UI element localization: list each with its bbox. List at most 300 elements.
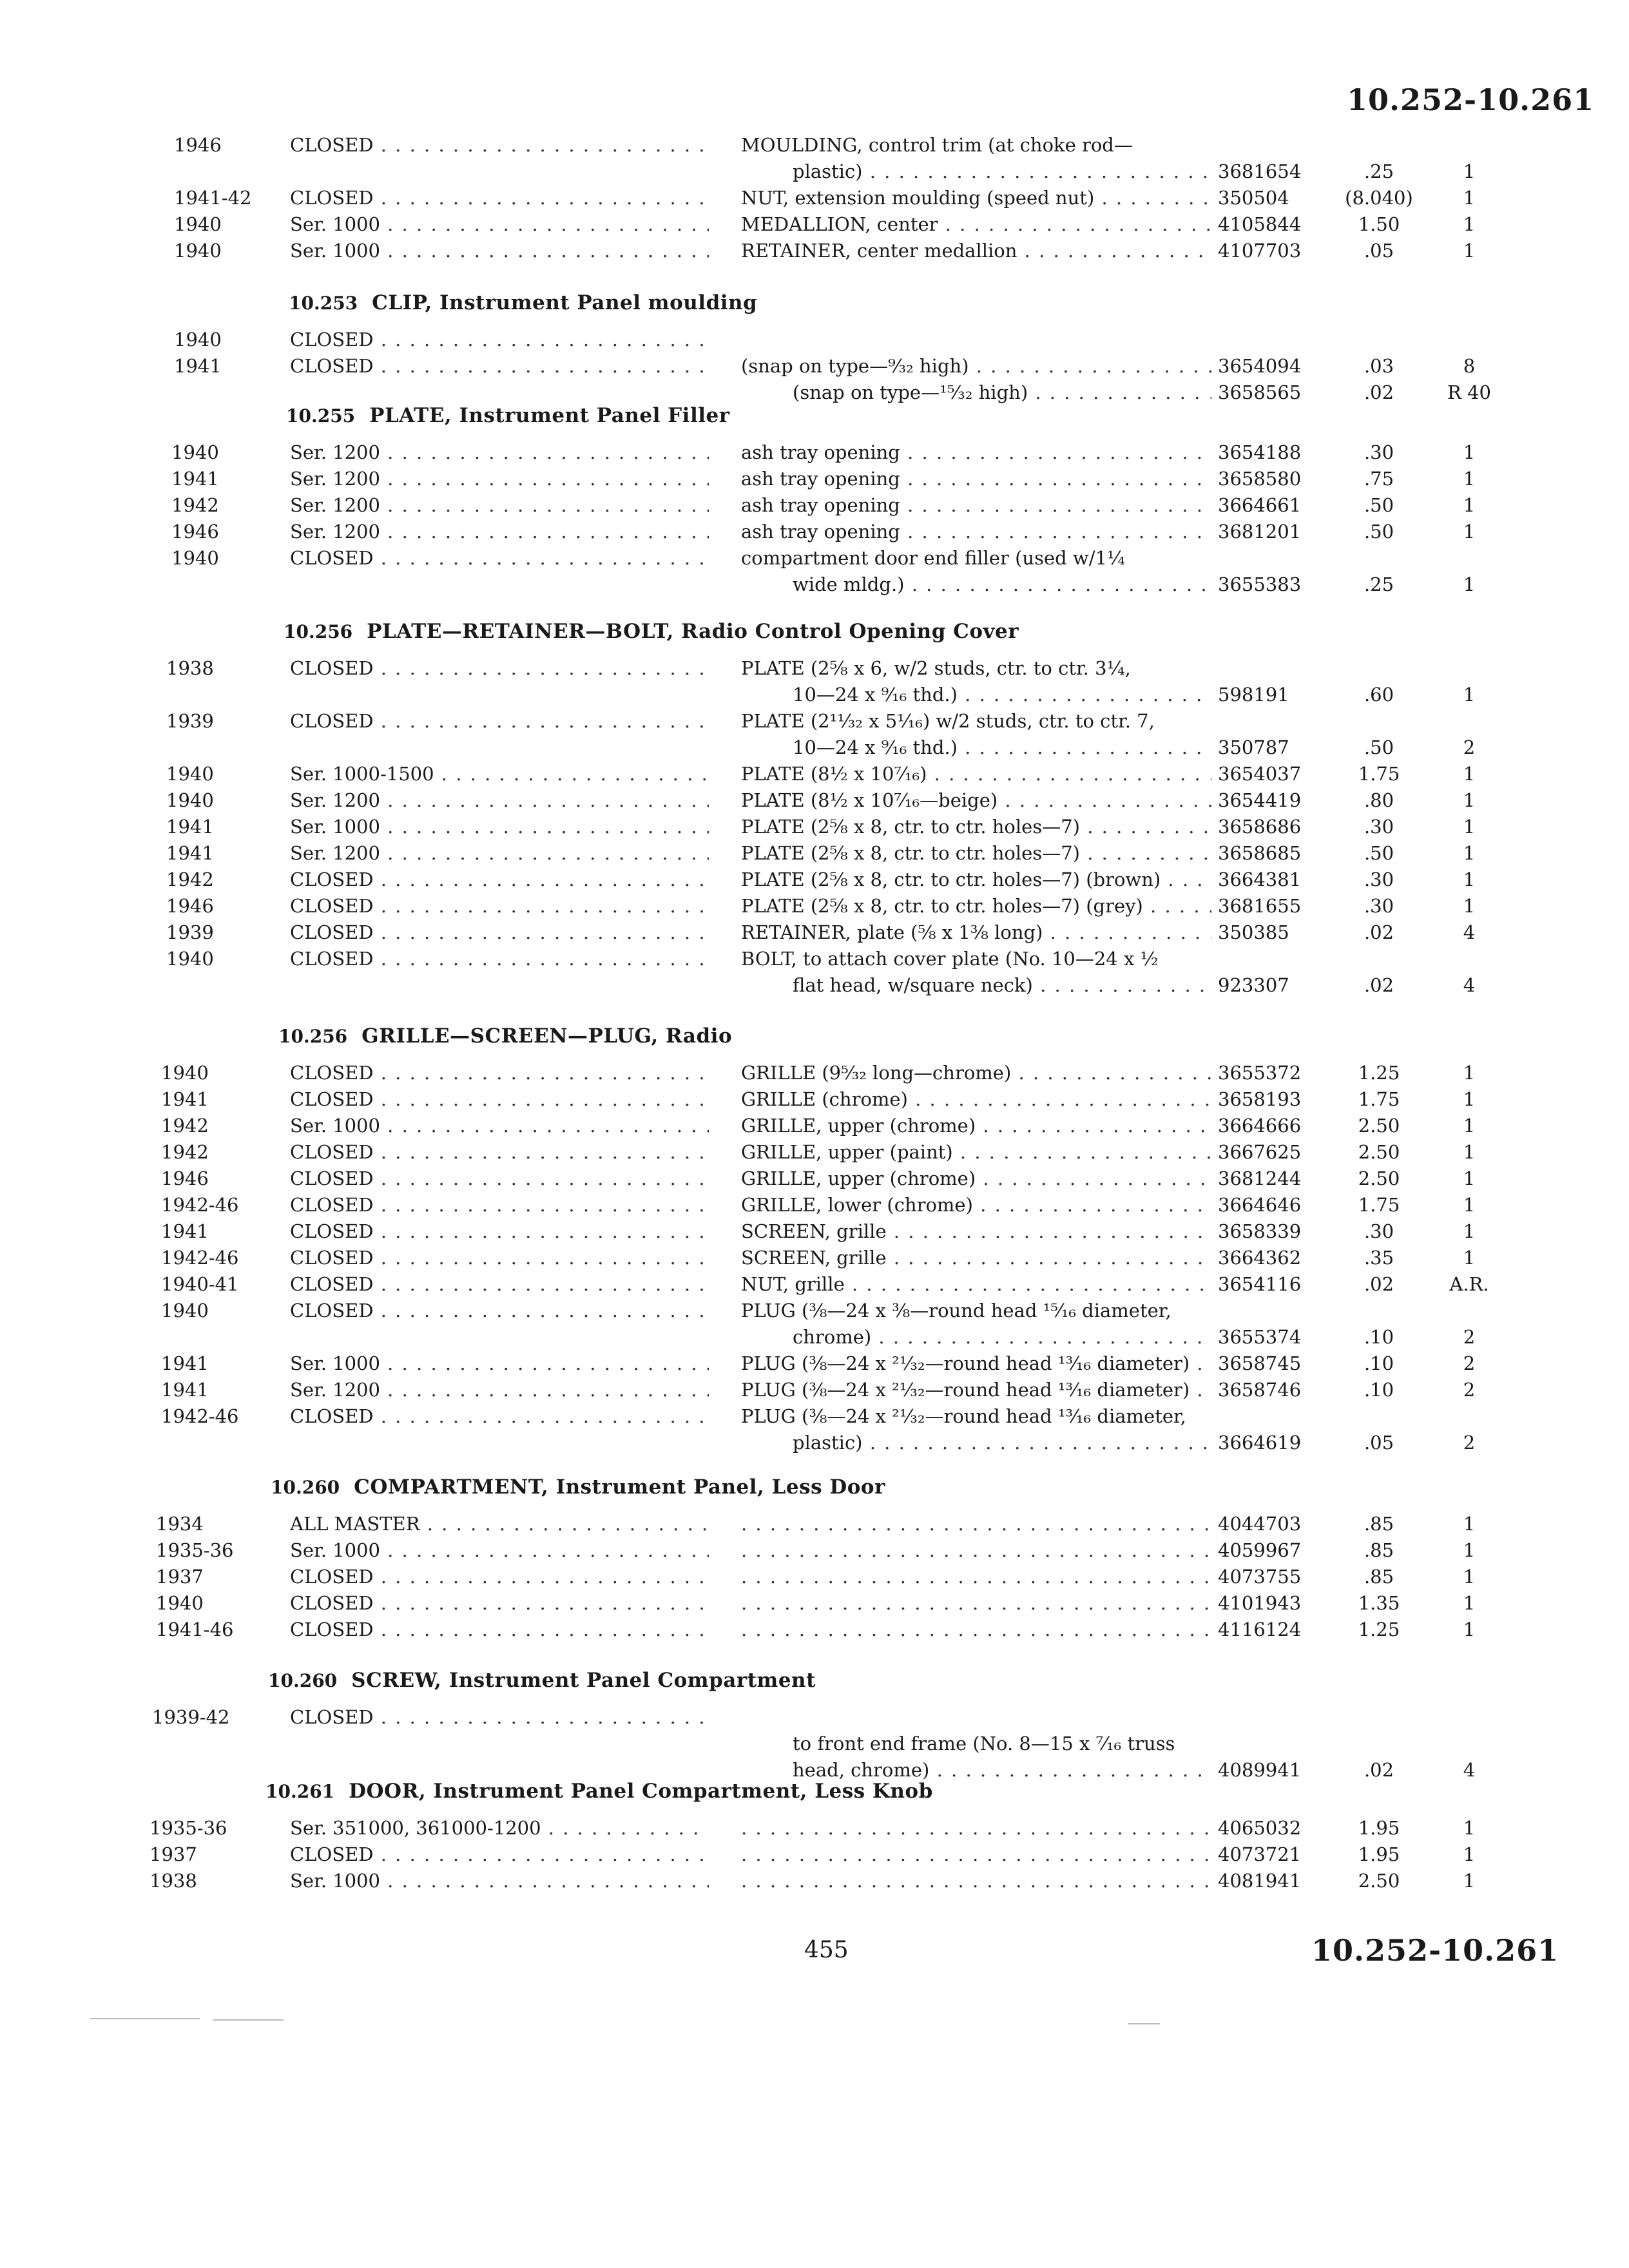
section-title: GRILLE—SCREEN—PLUG, Radio (361, 1024, 733, 1048)
part-row (156, 1513, 1476, 1541)
price-cell: .02 (1364, 1759, 1394, 1781)
description-cell: MOULDING, control trim (at choke rod— (741, 134, 1133, 156)
part-row (166, 921, 1476, 950)
part-number-cell: 3654116 (1218, 1273, 1302, 1295)
quantity-cell: 1 (1463, 763, 1476, 785)
model-cell: CLOSED . . . (290, 921, 709, 943)
model-cell: Ser. 1000 . . . (290, 213, 709, 235)
quantity-cell: 1 (1463, 1062, 1476, 1084)
model-cell: CLOSED . . . (290, 948, 709, 970)
description-cell: RETAINER, plate (⅝ x 1⅜ long) . . . (741, 921, 1211, 943)
price-cell: .30 (1364, 1220, 1394, 1242)
quantity-cell: 1 (1463, 1539, 1476, 1561)
section-heading (278, 1024, 732, 1048)
quantity-cell: 1 (1463, 1220, 1476, 1242)
model-cell: CLOSED . . . (290, 355, 709, 377)
year-cell: 1946 (161, 1168, 209, 1189)
part-row (161, 1326, 1476, 1354)
description-cell: PLATE (2⅝ x 8, ctr. to ctr. holes—7) . . . (741, 816, 1211, 838)
description-cell: flat head, w/square neck) . . . (793, 974, 1211, 996)
description-cell: wide mldg.) . . . (793, 573, 1211, 595)
price-cell: 1.25 (1358, 1619, 1400, 1640)
price-cell: 1.95 (1358, 1817, 1400, 1839)
price-cell: .30 (1364, 895, 1394, 917)
section-number: 10.256 (278, 1026, 348, 1047)
model-cell: CLOSED . . . (290, 1300, 709, 1321)
description-cell: chrome) . . . (793, 1326, 1211, 1348)
model-cell: ALL MASTER . . . (290, 1513, 709, 1535)
year-cell: 1940 (174, 329, 222, 351)
part-row (149, 1817, 1476, 1845)
part-row (171, 573, 1476, 602)
price-cell: .85 (1364, 1566, 1394, 1588)
part-row (166, 684, 1476, 712)
description-cell (741, 1592, 1211, 1614)
section-number: 10.253 (289, 293, 358, 314)
price-cell: .85 (1364, 1513, 1394, 1535)
year-cell: 1942-46 (161, 1194, 239, 1216)
quantity-cell: 4 (1463, 1759, 1476, 1781)
year-cell: 1935-36 (156, 1539, 234, 1561)
year-cell: 1939-42 (152, 1706, 230, 1728)
section-heading (286, 404, 730, 427)
price-cell: 2.50 (1358, 1168, 1400, 1189)
price-cell: .30 (1364, 869, 1394, 890)
part-number-cell: 3664362 (1218, 1247, 1302, 1269)
part-number-cell: 4089941 (1218, 1759, 1302, 1781)
part-number-cell: 3658580 (1218, 468, 1302, 490)
part-row (161, 1168, 1476, 1196)
description-cell: ash tray opening . . . (741, 494, 1211, 516)
year-cell: 1941 (174, 355, 222, 377)
section-heading (271, 1475, 885, 1499)
part-number-cell: 4105844 (1218, 213, 1302, 235)
model-cell: CLOSED . . . (290, 134, 709, 156)
price-cell: 1.35 (1358, 1592, 1400, 1614)
description-cell: 10—24 x ⁹⁄₁₆ thd.) . . . (793, 736, 1211, 758)
part-row (174, 160, 1476, 189)
year-cell: 1940 (166, 789, 214, 811)
section-title: CLIP, Instrument Panel moulding (372, 291, 758, 314)
part-number-cell: 350385 (1218, 921, 1289, 943)
part-row (149, 1843, 1476, 1872)
description-cell (741, 1539, 1211, 1561)
price-cell: .80 (1364, 789, 1394, 811)
part-number-cell: 3681654 (1218, 160, 1302, 182)
quantity-cell: 1 (1463, 1194, 1476, 1216)
quantity-cell: 1 (1463, 468, 1476, 490)
part-number-cell: 4081941 (1218, 1870, 1302, 1892)
description-cell: GRILLE, upper (chrome) . . . (741, 1115, 1211, 1137)
part-row (161, 1300, 1379, 1328)
section-range-footer: 10.252-10.261 (1311, 1933, 1559, 1968)
part-number-cell: 3654094 (1218, 355, 1302, 377)
section-heading (265, 1780, 933, 1803)
part-row (174, 187, 1476, 215)
model-cell: Ser. 1000 . . . (290, 240, 709, 262)
part-row (174, 240, 1476, 268)
year-cell: 1941 (166, 842, 214, 864)
year-cell: 1942 (161, 1141, 209, 1163)
model-cell: CLOSED . . . (290, 1168, 709, 1189)
quantity-cell: 1 (1463, 213, 1476, 235)
part-row (161, 1247, 1476, 1275)
price-cell: 2.50 (1358, 1870, 1400, 1892)
part-row (171, 494, 1476, 523)
quantity-cell: 2 (1463, 736, 1476, 758)
quantity-cell: 1 (1463, 1141, 1476, 1163)
description-cell (741, 1817, 1211, 1839)
price-cell: .30 (1364, 816, 1394, 838)
price-cell: .02 (1364, 381, 1394, 403)
part-row (152, 1733, 1379, 1761)
year-cell: 1939 (166, 921, 214, 943)
section-heading (268, 1669, 816, 1692)
model-cell: CLOSED . . . (290, 1706, 709, 1728)
model-cell: Ser. 1000 . . . (290, 1352, 709, 1374)
section-title: PLATE, Instrument Panel Filler (369, 404, 730, 427)
price-cell: .10 (1364, 1379, 1394, 1401)
part-number-cell: 4116124 (1218, 1619, 1302, 1640)
part-number-cell: 4073721 (1218, 1843, 1302, 1865)
description-cell: GRILLE, upper (paint) . . . (741, 1141, 1211, 1163)
description-cell: PLATE (2⅝ x 8, ctr. to ctr. holes—7) . . . (741, 842, 1211, 864)
quantity-cell: 1 (1463, 1619, 1476, 1640)
quantity-cell: 1 (1463, 1566, 1476, 1588)
quantity-cell: 1 (1463, 240, 1476, 262)
model-cell: CLOSED . . . (290, 1405, 709, 1427)
description-cell (741, 1566, 1211, 1588)
model-cell: CLOSED . . . (290, 329, 709, 351)
price-cell: .05 (1364, 1432, 1394, 1454)
quantity-cell: 1 (1463, 573, 1476, 595)
quantity-cell: 2 (1463, 1432, 1476, 1454)
model-cell: CLOSED . . . (290, 1088, 709, 1110)
part-row (161, 1220, 1476, 1249)
model-cell: Ser. 1000 . . . (290, 1870, 709, 1892)
model-cell: Ser. 1200 . . . (290, 468, 709, 490)
part-row (161, 1352, 1476, 1381)
price-cell: 1.50 (1358, 213, 1400, 235)
part-row (166, 974, 1476, 1003)
year-cell: 1941-42 (174, 187, 252, 209)
price-cell: .75 (1364, 468, 1394, 490)
part-number-cell: 3654037 (1218, 763, 1302, 785)
year-cell: 1946 (166, 895, 214, 917)
price-cell: .10 (1364, 1326, 1394, 1348)
price-cell: .50 (1364, 494, 1394, 516)
description-cell: NUT, grille . . . (741, 1273, 1211, 1295)
part-row (171, 547, 1379, 575)
year-cell: 1941-46 (156, 1619, 234, 1640)
quantity-cell: 1 (1463, 494, 1476, 516)
model-cell: Ser. 1200 . . . (290, 441, 709, 463)
price-cell: .03 (1364, 355, 1394, 377)
description-cell: PLATE (8½ x 10⁷⁄₁₆—beige) . . . (741, 789, 1211, 811)
section-title: SCREW, Instrument Panel Compartment (351, 1669, 816, 1692)
model-cell: Ser. 1200 . . . (290, 494, 709, 516)
part-number-cell: 3681201 (1218, 521, 1302, 543)
part-row (161, 1194, 1476, 1222)
model-cell: CLOSED . . . (290, 710, 709, 732)
quantity-cell: 1 (1463, 1843, 1476, 1865)
quantity-cell: 1 (1463, 1592, 1476, 1614)
section-heading (289, 291, 757, 314)
part-number-cell: 3655374 (1218, 1326, 1302, 1348)
year-cell: 1937 (156, 1566, 204, 1588)
quantity-cell: 1 (1463, 895, 1476, 917)
quantity-cell: 1 (1463, 1088, 1476, 1110)
description-cell: PLATE (2⅝ x 6, w/2 studs, ctr. to ctr. 3¼, (741, 657, 1131, 679)
price-cell: .50 (1364, 521, 1394, 543)
quantity-cell: 4 (1463, 974, 1476, 996)
part-number-cell: 3658745 (1218, 1352, 1302, 1374)
model-cell: CLOSED . . . (290, 1220, 709, 1242)
price-cell: .25 (1364, 573, 1394, 595)
quantity-cell: 1 (1463, 1817, 1476, 1839)
quantity-cell: 1 (1463, 842, 1476, 864)
part-number-cell: 3664619 (1218, 1432, 1302, 1454)
quantity-cell: 2 (1463, 1326, 1476, 1348)
description-cell: head, chrome) . . . (793, 1759, 1211, 1781)
part-row (161, 1141, 1476, 1169)
year-cell: 1942-46 (161, 1405, 239, 1427)
year-cell: 1940 (161, 1300, 209, 1321)
section-heading (284, 620, 1019, 643)
price-cell: .85 (1364, 1539, 1394, 1561)
model-cell: Ser. 1000 . . . (290, 1539, 709, 1561)
quantity-cell: R 40 (1447, 381, 1491, 403)
part-number-cell: 3658746 (1218, 1379, 1302, 1401)
model-cell: CLOSED . . . (290, 1273, 709, 1295)
model-cell: CLOSED . . . (290, 1194, 709, 1216)
price-cell: .02 (1364, 1273, 1394, 1295)
year-cell: 1941 (161, 1220, 209, 1242)
part-row (166, 816, 1476, 844)
price-cell: .05 (1364, 240, 1394, 262)
part-number-cell: 3658339 (1218, 1220, 1302, 1242)
model-cell: CLOSED . . . (290, 187, 709, 209)
part-row (166, 736, 1476, 765)
model-cell: CLOSED . . . (290, 1247, 709, 1269)
year-cell: 1938 (149, 1870, 197, 1892)
quantity-cell: 1 (1463, 1168, 1476, 1189)
section-title: DOOR, Instrument Panel Compartment, Less Knob (349, 1780, 933, 1803)
part-row (174, 355, 1476, 383)
price-cell: .25 (1364, 160, 1394, 182)
year-cell: 1942 (171, 494, 219, 516)
description-cell: ash tray opening . . . (741, 521, 1211, 543)
part-row (161, 1088, 1476, 1117)
description-cell: PLATE (2⅝ x 8, ctr. to ctr. holes—7) (brown) . . . (741, 869, 1211, 890)
part-row (161, 1379, 1476, 1407)
year-cell: 1941 (161, 1379, 209, 1401)
part-number-cell: 4073755 (1218, 1566, 1302, 1588)
price-cell: .10 (1364, 1352, 1394, 1374)
description-cell: PLUG (⅜—24 x ⅜—round head ¹⁵⁄₁₆ diameter, (741, 1300, 1171, 1321)
part-number-cell: 598191 (1218, 684, 1289, 706)
part-number-cell: 4107703 (1218, 240, 1302, 262)
description-cell: MEDALLION, center . . . (741, 213, 1211, 235)
quantity-cell: 2 (1463, 1352, 1476, 1374)
model-cell: Ser. 1200 . . . (290, 789, 709, 811)
year-cell: 1937 (149, 1843, 197, 1865)
year-cell: 1940 (166, 948, 214, 970)
year-cell: 1942 (166, 869, 214, 890)
description-cell: ash tray opening . . . (741, 468, 1211, 490)
model-cell: CLOSED . . . (290, 1566, 709, 1588)
price-cell: .50 (1364, 842, 1394, 864)
page-number: 455 (804, 1937, 849, 1963)
description-cell: PLUG (⅜—24 x ²¹⁄₃₂—round head ¹³⁄₁₆ diameter) . . . (741, 1352, 1211, 1374)
section-number: 10.260 (271, 1477, 340, 1498)
description-cell: GRILLE, lower (chrome) . . . (741, 1194, 1211, 1216)
quantity-cell: 1 (1463, 816, 1476, 838)
description-cell: PLATE (2¹¹⁄₃₂ x 5¹⁄₁₆) w/2 studs, ctr. to ctr. 7, (741, 710, 1155, 732)
part-row (161, 1062, 1476, 1090)
description-cell: 10—24 x ⁹⁄₁₆ thd.) . . . (793, 684, 1211, 706)
year-cell: 1939 (166, 710, 214, 732)
part-number-cell: 923307 (1218, 974, 1289, 996)
description-cell: BOLT, to attach cover plate (No. 10—24 x ½ (741, 948, 1159, 970)
year-cell: 1941 (171, 468, 219, 490)
description-cell: plastic) . . . (793, 160, 1211, 182)
year-cell: 1940 (171, 547, 219, 569)
part-row (174, 213, 1476, 242)
model-cell: Ser. 1200 . . . (290, 1379, 709, 1401)
description-cell: (snap on type—¹⁵⁄₃₂ high) . . . (793, 381, 1211, 403)
quantity-cell: 1 (1463, 789, 1476, 811)
quantity-cell: 1 (1463, 521, 1476, 543)
year-cell: 1940 (156, 1592, 204, 1614)
model-cell: Ser. 1200 . . . (290, 521, 709, 543)
year-cell: 1938 (166, 657, 214, 679)
model-cell: CLOSED . . . (290, 1141, 709, 1163)
description-cell: SCREEN, grille . . . (741, 1220, 1211, 1242)
part-row (161, 1273, 1489, 1302)
quantity-cell: 2 (1463, 1379, 1476, 1401)
year-cell: 1940 (171, 441, 219, 463)
year-cell: 1934 (156, 1513, 204, 1535)
description-cell: GRILLE, upper (chrome) . . . (741, 1168, 1211, 1189)
part-number-cell: 3654188 (1218, 441, 1302, 463)
year-cell: 1935-36 (149, 1817, 227, 1839)
part-number-cell: 4101943 (1218, 1592, 1302, 1614)
description-cell (741, 1619, 1211, 1640)
part-number-cell: 3664661 (1218, 494, 1302, 516)
description-cell: GRILLE (chrome) . . . (741, 1088, 1211, 1110)
part-number-cell: 3658685 (1218, 842, 1302, 864)
part-row (166, 657, 1379, 686)
price-cell: .02 (1364, 974, 1394, 996)
price-cell: 1.75 (1358, 763, 1400, 785)
model-cell: CLOSED . . . (290, 895, 709, 917)
quantity-cell: 1 (1463, 160, 1476, 182)
part-row (166, 789, 1476, 818)
part-row (156, 1539, 1476, 1568)
year-cell: 1942-46 (161, 1247, 239, 1269)
model-cell: Ser. 1000 . . . (290, 816, 709, 838)
price-cell: 1.25 (1358, 1062, 1400, 1084)
description-cell: PLUG (⅜—24 x ²¹⁄₃₂—round head ¹³⁄₁₆ diameter) . . . (741, 1379, 1211, 1401)
part-number-cell: 3664381 (1218, 869, 1302, 890)
quantity-cell: 1 (1463, 441, 1476, 463)
model-cell: CLOSED . . . (290, 1592, 709, 1614)
part-number-cell: 350504 (1218, 187, 1289, 209)
section-range-header: 10.252-10.261 (1347, 82, 1595, 117)
section-number: 10.256 (284, 621, 353, 642)
quantity-cell: A.R. (1449, 1273, 1489, 1295)
price-cell: (8.040) (1345, 187, 1413, 209)
quantity-cell: 1 (1463, 1115, 1476, 1137)
description-cell: PLATE (8½ x 10⁷⁄₁₆) . . . (741, 763, 1211, 785)
part-row (166, 763, 1476, 791)
part-row (156, 1592, 1476, 1620)
part-row (171, 441, 1476, 470)
year-cell: 1940 (166, 763, 214, 785)
description-cell: RETAINER, center medallion . . . (741, 240, 1211, 262)
quantity-cell: 1 (1463, 1870, 1476, 1892)
price-cell: 2.50 (1358, 1115, 1400, 1137)
section-title: COMPARTMENT, Instrument Panel, Less Door (354, 1475, 885, 1499)
part-number-cell: 3658686 (1218, 816, 1302, 838)
part-row (174, 329, 1379, 357)
part-number-cell: 4044703 (1218, 1513, 1302, 1535)
part-row (149, 1870, 1476, 1898)
year-cell: 1940 (174, 240, 222, 262)
quantity-cell: 8 (1463, 355, 1476, 377)
description-cell: to front end frame (No. 8—15 x ⁷⁄₁₆ truss (793, 1733, 1175, 1754)
price-cell: 2.50 (1358, 1141, 1400, 1163)
price-cell: 1.75 (1358, 1088, 1400, 1110)
model-cell: CLOSED . . . (290, 869, 709, 890)
section-number: 10.260 (268, 1670, 338, 1691)
part-row (156, 1619, 1476, 1647)
part-number-cell: 4065032 (1218, 1817, 1302, 1839)
part-number-cell: 3655372 (1218, 1062, 1302, 1084)
part-number-cell: 3654419 (1218, 789, 1302, 811)
part-number-cell: 4059967 (1218, 1539, 1302, 1561)
part-row (166, 895, 1476, 923)
quantity-cell: 4 (1463, 921, 1476, 943)
scan-edge-mark (1128, 2023, 1160, 2024)
part-number-cell: 3667625 (1218, 1141, 1302, 1163)
part-row (166, 948, 1379, 976)
description-cell: (snap on type—⁹⁄₃₂ high) . . . (741, 355, 1211, 377)
year-cell: 1946 (171, 521, 219, 543)
description-cell (741, 1513, 1211, 1535)
part-row (171, 521, 1476, 549)
year-cell: 1940-41 (161, 1273, 239, 1295)
description-cell: NUT, extension moulding (speed nut) . . . (741, 187, 1211, 209)
quantity-cell: 1 (1463, 187, 1476, 209)
description-cell: ash tray opening . . . (741, 441, 1211, 463)
year-cell: 1941 (166, 816, 214, 838)
scan-edge-mark (90, 2018, 200, 2019)
part-row (174, 134, 1379, 162)
part-number-cell: 3664646 (1218, 1194, 1302, 1216)
year-cell: 1940 (174, 213, 222, 235)
quantity-cell: 1 (1463, 869, 1476, 890)
description-cell (741, 1843, 1211, 1865)
part-number-cell: 3681244 (1218, 1168, 1302, 1189)
description-cell: plastic) . . . (793, 1432, 1211, 1454)
year-cell: 1940 (161, 1062, 209, 1084)
price-cell: 1.75 (1358, 1194, 1400, 1216)
part-row (166, 842, 1476, 870)
part-row (166, 710, 1379, 738)
section-number: 10.255 (286, 405, 356, 427)
